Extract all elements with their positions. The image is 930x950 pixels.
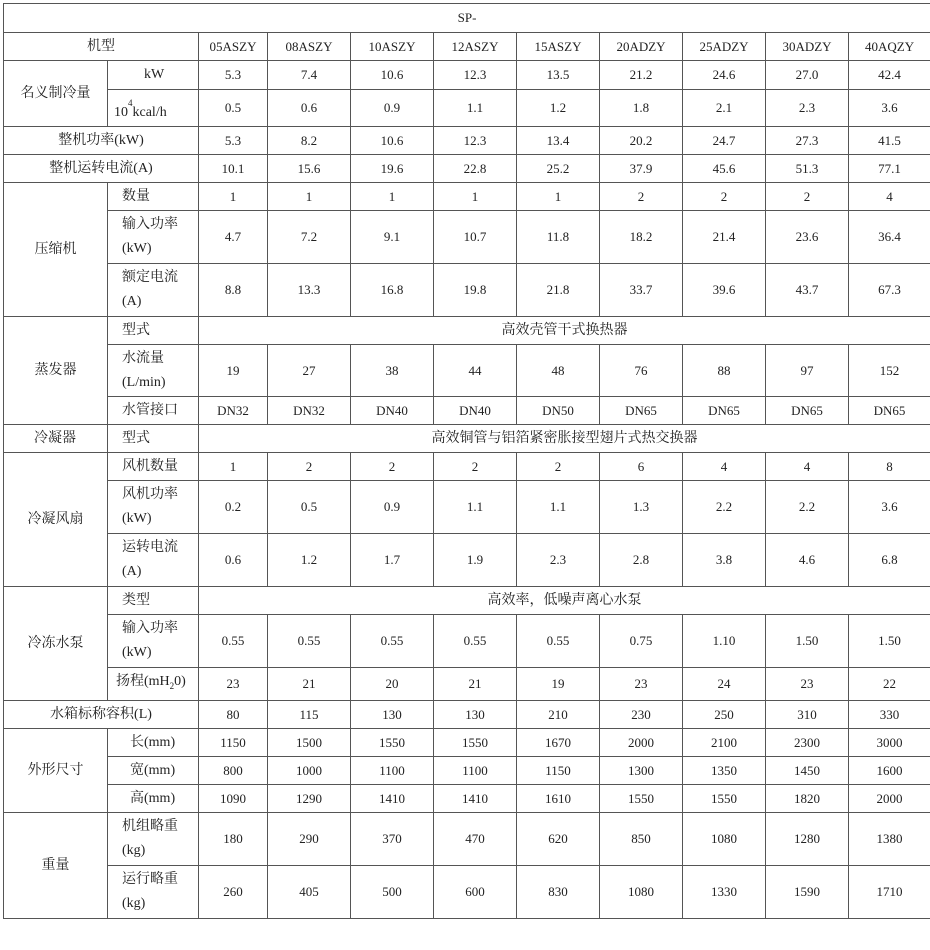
value-cell: 330 [849, 701, 930, 729]
value-cell: 1550 [351, 729, 434, 757]
value-cell: 0.55 [268, 615, 351, 668]
value-cell: 1.50 [766, 615, 849, 668]
length-label: 长(mm) [108, 729, 199, 757]
value-cell: 36.4 [849, 211, 930, 264]
value-cell: 24 [683, 668, 766, 701]
compressor-label: 压缩机 [4, 183, 108, 317]
value-cell: 1590 [766, 866, 849, 919]
width-row [4, 757, 930, 785]
value-cell: 1.7 [351, 534, 434, 587]
value-cell: 23 [199, 668, 268, 701]
value-cell: 260 [199, 866, 268, 919]
value-cell: 1080 [683, 813, 766, 866]
condenser-type-row [4, 425, 930, 453]
pump-head-label [108, 668, 199, 701]
weight-label: 重量 [4, 813, 108, 919]
value-cell: 470 [434, 813, 517, 866]
condenser-label: 冷凝器 [4, 425, 108, 453]
head-label-a: 扬程(mH [116, 674, 170, 689]
width-label: 宽(mm) [108, 757, 199, 785]
kcal-unit-text: kcal/h [132, 105, 167, 120]
pump-power-row [4, 615, 930, 668]
value-cell: DN40 [434, 397, 517, 425]
fan-power-row [4, 481, 930, 534]
kcal-exponent: 4 [128, 98, 133, 108]
value-cell: 1000 [268, 757, 351, 785]
value-cell: 230 [600, 701, 683, 729]
value-cell: 210 [517, 701, 600, 729]
value-cell: 1550 [600, 785, 683, 813]
value-cell: 0.5 [268, 481, 351, 534]
value-cell: 115 [268, 701, 351, 729]
label-unit: (kW) [122, 241, 152, 256]
label-line: 额定电流 [122, 270, 178, 285]
value-cell: 1380 [849, 813, 930, 866]
value-cell: 0.2 [199, 481, 268, 534]
pump-type-label: 类型 [108, 587, 199, 615]
value-cell: 830 [517, 866, 600, 919]
length-row [4, 729, 930, 757]
value-cell: 41.5 [849, 127, 930, 155]
value-cell: 80 [199, 701, 268, 729]
pump-head-row [4, 668, 930, 701]
value-cell: 4 [849, 183, 930, 211]
value-cell: 1280 [766, 813, 849, 866]
value-cell: 0.75 [600, 615, 683, 668]
value-cell: 0.9 [351, 90, 434, 127]
head-label-subscript: 2 [169, 681, 175, 691]
value-cell: 1820 [766, 785, 849, 813]
value-cell: 1.2 [268, 534, 351, 587]
pump-power-label [108, 615, 199, 668]
value-cell: 0.55 [351, 615, 434, 668]
value-cell: 6 [600, 453, 683, 481]
value-cell: 48 [517, 345, 600, 397]
value-cell: 2 [766, 183, 849, 211]
model-cell: 30ADZY [766, 33, 849, 61]
value-cell: 5.3 [199, 61, 268, 90]
evaporator-label: 蒸发器 [4, 317, 108, 425]
value-cell: 1 [351, 183, 434, 211]
value-cell: 33.7 [600, 264, 683, 317]
value-cell: 8 [849, 453, 930, 481]
value-cell: 4.6 [766, 534, 849, 587]
value-cell: 37.9 [600, 155, 683, 183]
model-header: 机型 [4, 33, 199, 61]
value-cell: 1.2 [517, 90, 600, 127]
value-cell: 1450 [766, 757, 849, 785]
value-cell: 43.7 [766, 264, 849, 317]
value-cell: 1410 [351, 785, 434, 813]
value-cell: 2000 [849, 785, 930, 813]
value-cell: 1290 [268, 785, 351, 813]
value-cell: 1330 [683, 866, 766, 919]
value-cell: 250 [683, 701, 766, 729]
value-cell: 24.7 [683, 127, 766, 155]
value-cell: 850 [600, 813, 683, 866]
label-line: 机组略重 [122, 819, 178, 834]
value-cell: 88 [683, 345, 766, 397]
value-cell: 19.8 [434, 264, 517, 317]
value-cell: 500 [351, 866, 434, 919]
tank-row [4, 701, 930, 729]
value-cell: 3.6 [849, 90, 930, 127]
value-cell: 77.1 [849, 155, 930, 183]
value-cell: DN40 [351, 397, 434, 425]
value-cell: 27 [268, 345, 351, 397]
compressor-count-row [4, 183, 930, 211]
value-cell: 405 [268, 866, 351, 919]
label-unit: (L/min) [122, 374, 166, 390]
fan-count-row [4, 453, 930, 481]
model-row [4, 33, 930, 61]
value-cell: 42.4 [849, 61, 930, 90]
value-cell: 800 [199, 757, 268, 785]
height-row [4, 785, 930, 813]
model-cell: 20ADZY [600, 33, 683, 61]
spec-table [3, 3, 930, 919]
unit-power-row [4, 127, 930, 155]
value-cell: 8.8 [199, 264, 268, 317]
value-cell: 76 [600, 345, 683, 397]
value-cell: 1 [199, 183, 268, 211]
model-cell: 40AQZY [849, 33, 930, 61]
value-cell: 19 [517, 668, 600, 701]
value-cell: 1.3 [600, 481, 683, 534]
value-cell: 1.1 [434, 481, 517, 534]
value-cell: 18.2 [600, 211, 683, 264]
value-cell: 290 [268, 813, 351, 866]
value-cell: 0.9 [351, 481, 434, 534]
label-line: 运行略重 [122, 872, 178, 887]
pump-type-row [4, 587, 930, 615]
value-cell: 12.3 [434, 127, 517, 155]
value-cell: 5.3 [199, 127, 268, 155]
model-cell: 08ASZY [268, 33, 351, 61]
series-prefix: SP- [4, 4, 930, 33]
value-cell: 1350 [683, 757, 766, 785]
model-cell: 25ADZY [683, 33, 766, 61]
model-cell: 12ASZY [434, 33, 517, 61]
value-cell: 1.10 [683, 615, 766, 668]
label-unit: (kW) [122, 511, 152, 526]
fan-power-label [108, 481, 199, 534]
value-cell: 2 [351, 453, 434, 481]
kcal-base: 10 [114, 105, 128, 120]
evaporator-pipe-label: 水管接口 [108, 397, 199, 425]
value-cell: 1 [517, 183, 600, 211]
label-line: 输入功率 [122, 621, 178, 636]
value-cell: 2 [268, 453, 351, 481]
value-cell: 20 [351, 668, 434, 701]
label-unit: (kW) [122, 645, 152, 660]
value-cell: 1 [199, 453, 268, 481]
label-line: 水流量 [122, 350, 164, 366]
value-cell: 23 [766, 668, 849, 701]
value-cell: 1710 [849, 866, 930, 919]
value-cell: 2 [600, 183, 683, 211]
condenser-fan-label: 冷凝风扇 [4, 453, 108, 587]
value-cell: 21.4 [683, 211, 766, 264]
value-cell: 310 [766, 701, 849, 729]
run-weight-label [108, 866, 199, 919]
value-cell: 2300 [766, 729, 849, 757]
value-cell: 1550 [434, 729, 517, 757]
value-cell: 1 [268, 183, 351, 211]
cooling-kw-unit: kW [108, 61, 199, 90]
compressor-current-row [4, 264, 930, 317]
value-cell: 7.2 [268, 211, 351, 264]
value-cell: 1410 [434, 785, 517, 813]
value-cell: 4 [683, 453, 766, 481]
value-cell: 1090 [199, 785, 268, 813]
value-cell: 38 [351, 345, 434, 397]
height-label: 高(mm) [108, 785, 199, 813]
label-unit: (A) [122, 294, 142, 309]
value-cell: 1500 [268, 729, 351, 757]
evaporator-type-value: 高效壳管干式换热器 [199, 317, 930, 345]
value-cell: 10.1 [199, 155, 268, 183]
unit-current-label: 整机运转电流(A) [4, 155, 199, 183]
value-cell: 9.1 [351, 211, 434, 264]
value-cell: 2100 [683, 729, 766, 757]
value-cell: 12.3 [434, 61, 517, 90]
value-cell: DN65 [766, 397, 849, 425]
fan-current-label [108, 534, 199, 587]
value-cell: 22 [849, 668, 930, 701]
evaporator-pipe-row [4, 397, 930, 425]
value-cell: 21.2 [600, 61, 683, 90]
value-cell: 1300 [600, 757, 683, 785]
label-unit: (A) [122, 564, 142, 579]
value-cell: 1550 [683, 785, 766, 813]
value-cell: 3.6 [849, 481, 930, 534]
value-cell: 2 [683, 183, 766, 211]
value-cell: 1100 [351, 757, 434, 785]
value-cell: 20.2 [600, 127, 683, 155]
value-cell: 10.6 [351, 127, 434, 155]
value-cell: 2.3 [766, 90, 849, 127]
value-cell: 13.4 [517, 127, 600, 155]
value-cell: 180 [199, 813, 268, 866]
cooling-kcal-row [4, 90, 930, 127]
series-row [4, 4, 930, 33]
compressor-current-label [108, 264, 199, 317]
value-cell: 0.55 [199, 615, 268, 668]
value-cell: 10.7 [434, 211, 517, 264]
value-cell: 2.1 [683, 90, 766, 127]
cooling-kcal-unit [108, 90, 199, 127]
unit-power-label: 整机功率(kW) [4, 127, 199, 155]
value-cell: 67.3 [849, 264, 930, 317]
evaporator-type-label: 型式 [108, 317, 199, 345]
value-cell: 97 [766, 345, 849, 397]
value-cell: 3.8 [683, 534, 766, 587]
fan-current-row [4, 534, 930, 587]
label-line: 风机功率 [122, 487, 178, 502]
model-cell: 10ASZY [351, 33, 434, 61]
value-cell: 7.4 [268, 61, 351, 90]
value-cell: 13.3 [268, 264, 351, 317]
unit-weight-row [4, 813, 930, 866]
value-cell: 1.1 [517, 481, 600, 534]
model-cell: 05ASZY [199, 33, 268, 61]
value-cell: 2 [517, 453, 600, 481]
value-cell: 152 [849, 345, 930, 397]
value-cell: 1080 [600, 866, 683, 919]
value-cell: 2.2 [683, 481, 766, 534]
value-cell: 4.7 [199, 211, 268, 264]
unit-current-row [4, 155, 930, 183]
value-cell: 16.8 [351, 264, 434, 317]
value-cell: 1.50 [849, 615, 930, 668]
pump-type-value: 高效率，低噪声离心水泵 [199, 587, 930, 615]
value-cell: 13.5 [517, 61, 600, 90]
value-cell: 6.8 [849, 534, 930, 587]
value-cell: 24.6 [683, 61, 766, 90]
value-cell: 45.6 [683, 155, 766, 183]
value-cell: 1610 [517, 785, 600, 813]
value-cell: DN32 [199, 397, 268, 425]
chilled-pump-label: 冷冻水泵 [4, 587, 108, 701]
run-weight-row [4, 866, 930, 919]
fan-count-label: 风机数量 [108, 453, 199, 481]
value-cell: 51.3 [766, 155, 849, 183]
value-cell: 23 [600, 668, 683, 701]
label-unit: (kg) [122, 843, 146, 858]
value-cell: 3000 [849, 729, 930, 757]
value-cell: 2.2 [766, 481, 849, 534]
value-cell: 19 [199, 345, 268, 397]
value-cell: DN65 [683, 397, 766, 425]
value-cell: 600 [434, 866, 517, 919]
value-cell: 130 [434, 701, 517, 729]
value-cell: 1100 [434, 757, 517, 785]
value-cell: 21 [268, 668, 351, 701]
model-cell: 15ASZY [517, 33, 600, 61]
value-cell: 2.8 [600, 534, 683, 587]
value-cell: 2.3 [517, 534, 600, 587]
tank-label: 水箱标称容积(L) [4, 701, 199, 729]
value-cell: 15.6 [268, 155, 351, 183]
value-cell: 0.55 [517, 615, 600, 668]
value-cell: 620 [517, 813, 600, 866]
value-cell: 0.6 [268, 90, 351, 127]
value-cell: DN32 [268, 397, 351, 425]
value-cell: 130 [351, 701, 434, 729]
value-cell: 2 [434, 453, 517, 481]
value-cell: 1.1 [434, 90, 517, 127]
value-cell: 44 [434, 345, 517, 397]
value-cell: 1.9 [434, 534, 517, 587]
value-cell: DN50 [517, 397, 600, 425]
unit-weight-label [108, 813, 199, 866]
label-unit: (kg) [122, 896, 146, 911]
value-cell: 21 [434, 668, 517, 701]
value-cell: 0.5 [199, 90, 268, 127]
dimensions-label: 外形尺寸 [4, 729, 108, 813]
value-cell: 23.6 [766, 211, 849, 264]
value-cell: 1150 [517, 757, 600, 785]
value-cell: DN65 [600, 397, 683, 425]
value-cell: 370 [351, 813, 434, 866]
value-cell: 10.6 [351, 61, 434, 90]
cooling-capacity-label: 名义制冷量 [4, 61, 108, 127]
value-cell: 0.55 [434, 615, 517, 668]
value-cell: 39.6 [683, 264, 766, 317]
evaporator-flow-label [108, 345, 199, 397]
cooling-kw-row [4, 61, 930, 90]
value-cell: 8.2 [268, 127, 351, 155]
compressor-power-label [108, 211, 199, 264]
compressor-count-label: 数量 [108, 183, 199, 211]
value-cell: 1.8 [600, 90, 683, 127]
value-cell: 25.2 [517, 155, 600, 183]
evaporator-type-row [4, 317, 930, 345]
value-cell: 27.3 [766, 127, 849, 155]
condenser-type-label: 型式 [108, 425, 199, 453]
value-cell: DN65 [849, 397, 930, 425]
label-line: 输入功率 [122, 217, 178, 232]
value-cell: 27.0 [766, 61, 849, 90]
value-cell: 21.8 [517, 264, 600, 317]
head-label-b: 0) [174, 674, 186, 689]
value-cell: 4 [766, 453, 849, 481]
value-cell: 1150 [199, 729, 268, 757]
evaporator-flow-row [4, 345, 930, 397]
value-cell: 19.6 [351, 155, 434, 183]
value-cell: 11.8 [517, 211, 600, 264]
value-cell: 1 [434, 183, 517, 211]
compressor-power-row [4, 211, 930, 264]
value-cell: 0.6 [199, 534, 268, 587]
label-line: 运转电流 [122, 540, 178, 555]
value-cell: 1600 [849, 757, 930, 785]
value-cell: 2000 [600, 729, 683, 757]
value-cell: 22.8 [434, 155, 517, 183]
condenser-type-value: 高效铜管与铝箔紧密胀接型翅片式热交换器 [199, 425, 930, 453]
value-cell: 1670 [517, 729, 600, 757]
